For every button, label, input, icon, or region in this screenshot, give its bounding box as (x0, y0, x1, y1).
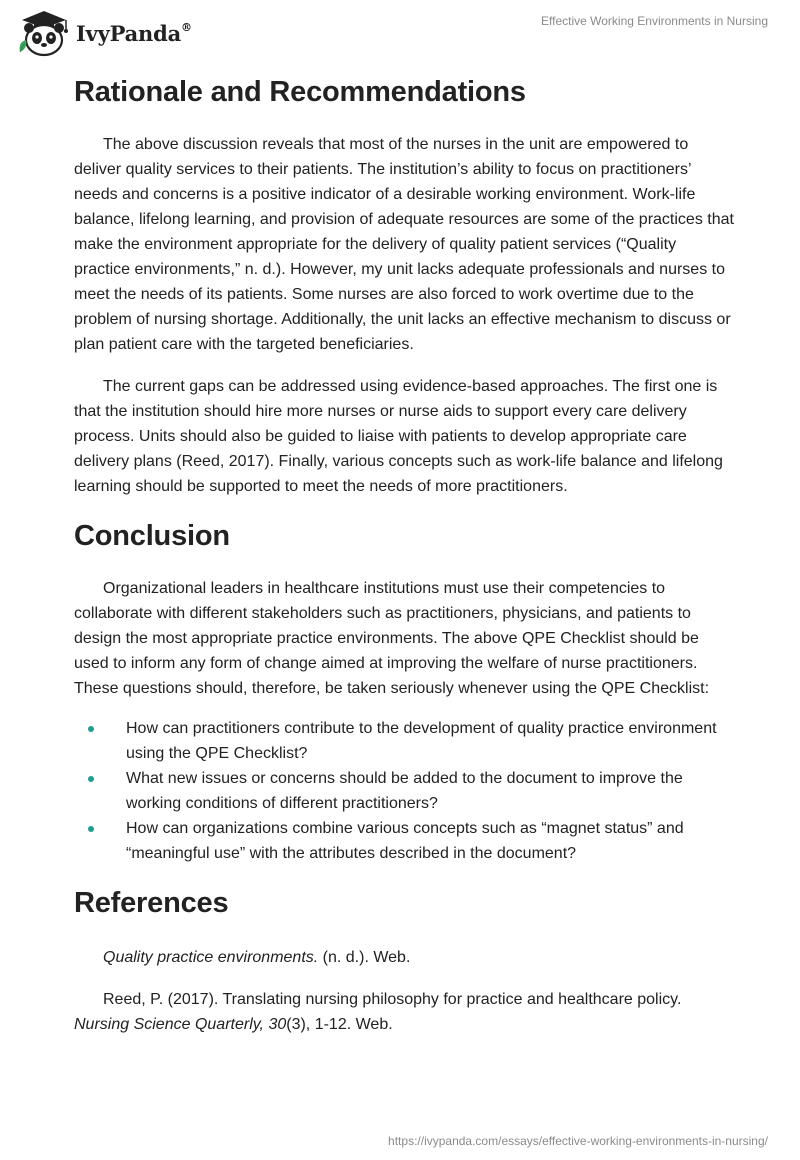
bullet-icon (88, 726, 94, 732)
bullet-icon (88, 826, 94, 832)
rationale-paragraph-1: The above discussion reveals that most of the nurses in the unit are empowered to deliver quality services to their patients. The institution’s ability to focus on practitioners’ needs and concerns is a positive indicator of a desirable working environment. Work-life balance, lifelong learning, and provision of adequate resources are some of the practices that make the environment appropriate for the delivery of quality patient services (“Quality practice environments,” n. d.). However, my unit lacks adequate professionals and nurses to meet the needs of its patients. Some nurses are also forced to work overtime due to the problem of nursing shortage. Additionally, the unit lacks an effective mechanism to discuss or plan patient care with the targeted beneficiaries. (74, 136, 734, 353)
conclusion-paragraph: Organizational leaders in healthcare institutions must use their competencies to collaborate with different stakeholders such as practitioners, physicians, and patients to design the most appropriate practice environments. The above QPE Checklist should be used to inform any form of change aimed at improving the welfare of nurse practitioners. These questions should, therefore, be taken seriously whenever using the QPE Checklist: (74, 580, 710, 697)
essay-content (74, 72, 734, 1037)
document-title: Effective Working Environments in Nursing (541, 14, 768, 28)
ivypanda-logo[interactable] (14, 8, 192, 60)
reference-2-rest: (3), 1-12. Web. (286, 1016, 393, 1033)
reference-1 (74, 945, 734, 970)
panda-logo-icon (14, 8, 74, 60)
rationale-paragraph-2: The current gaps can be addressed using evidence-based approaches. The first one is that the institution should hire more nurses or nurse aids to support every care delivery process. Units should also be guided to liaise with patients to develop appropriate care delivery plans (Reed, 2017). Finally, various concepts such as work-life balance and lifelong learning should be supported to meet the needs of more practitioners. (74, 378, 723, 495)
heading-rationale: Rationale and Recommendations (74, 76, 526, 108)
question-list (74, 716, 734, 866)
list-item (74, 766, 734, 816)
reference-2 (74, 987, 734, 1037)
list-item (74, 716, 734, 766)
reference-2-lead: Reed, P. (2017). Translating nursing philosophy for practice and healthcare policy. (103, 991, 682, 1008)
list-item-text: What new issues or concerns should be added to the document to improve the working conditions of different practitioners? (126, 770, 683, 812)
reference-2-journal: Nursing Science Quarterly, 30 (74, 1016, 287, 1033)
list-item-text: How can practitioners contribute to the development of quality practice environment using the QPE Checklist? (126, 720, 717, 762)
page-header (0, 0, 800, 64)
source-url-link[interactable]: https://ivypanda.com/essays/effective-working-environments-in-nursing/ (388, 1134, 768, 1148)
list-item (74, 816, 734, 866)
heading-conclusion: Conclusion (74, 520, 230, 552)
reference-1-title: Quality practice environments. (103, 949, 319, 966)
logo-wordmark: IvyPanda® (76, 21, 192, 46)
reference-1-rest: (n. d.). Web. (318, 949, 411, 966)
bullet-icon (88, 776, 94, 782)
list-item-text: How can organizations combine various concepts such as “magnet status” and “meaningful use” with the attributes described in the document? (126, 820, 684, 862)
heading-references: References (74, 887, 229, 919)
